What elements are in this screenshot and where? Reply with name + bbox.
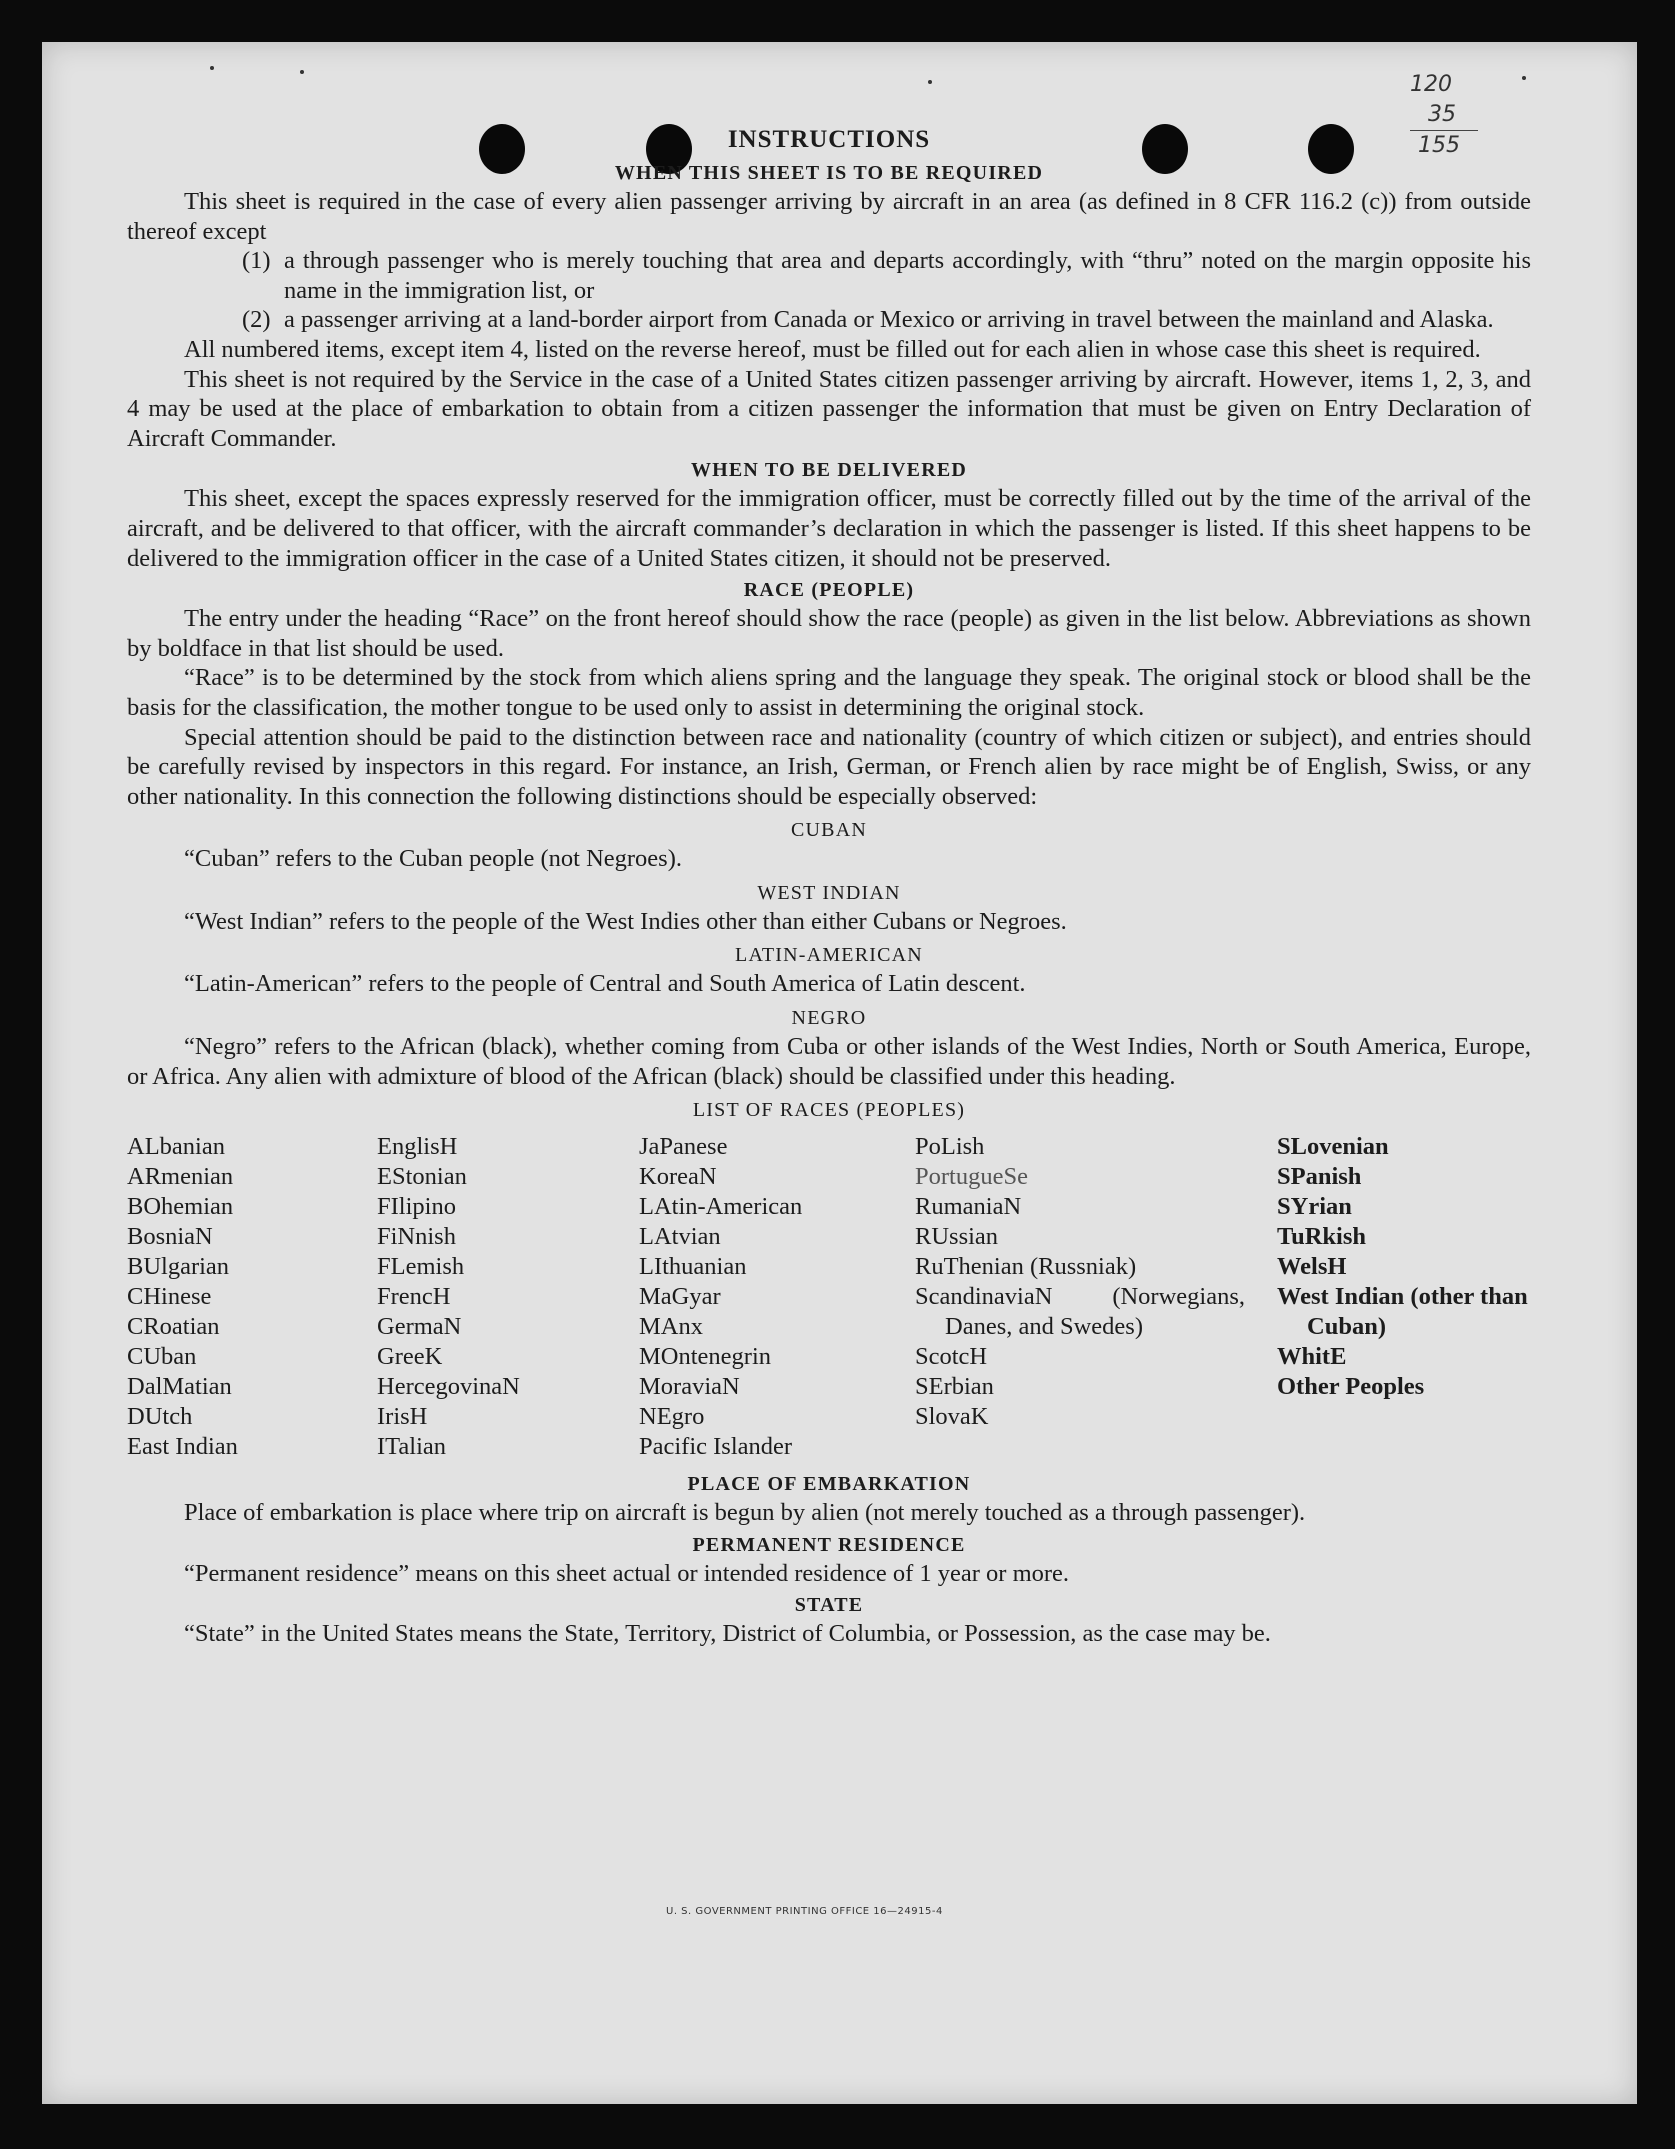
section-heading: RACE (PEOPLE) (743, 579, 915, 602)
race-name: EnglisH (377, 1133, 458, 1161)
item-number: (2) (242, 306, 271, 334)
race-name: TuRkish (1277, 1223, 1367, 1251)
subheading: CUBAN (790, 819, 867, 842)
section-heading: PERMANENT RESIDENCE (692, 1533, 966, 1556)
race-name: CHinese (127, 1283, 212, 1311)
race-name: WelsH (1277, 1253, 1347, 1281)
speck (1522, 76, 1526, 80)
race-column (915, 1132, 1277, 1462)
list-item (127, 246, 1531, 305)
race-name: BOhemian (127, 1193, 234, 1221)
race-name: CUban (127, 1343, 197, 1371)
race-name: FIlipino (377, 1193, 456, 1221)
race-name: RUssian (915, 1223, 999, 1251)
handwritten-number: 35 (1428, 102, 1456, 127)
subheading: LATIN-AMERICAN (735, 944, 923, 967)
race-name: ALbanian (127, 1133, 225, 1161)
paragraph: “Permanent residence” means on this sheet actual or intended residence of 1 year or more. (184, 1559, 1070, 1587)
race-name: DUtch (127, 1403, 193, 1431)
race-name: JaPanese (639, 1133, 728, 1161)
race-name: FLemish (377, 1253, 465, 1281)
paragraph: This sheet, except the spaces expressly reserved for the immigration officer, must be correctly filled out by the time of the arrival of the aircraft, and be delivered to that officer, with the aircraft commander’s declaration in which the passenger is listed. If this sheet happens to be delivered to the immigration officer in the case of a United States citizen, it should not be preserved. (127, 485, 1531, 572)
race-name: CRoatian (127, 1313, 220, 1341)
race-name: ARmenian (127, 1163, 234, 1191)
list-heading: LIST OF RACES (PEOPLES) (692, 1099, 966, 1122)
race-name: KoreaN (639, 1163, 717, 1191)
race-column (639, 1132, 915, 1462)
speck (928, 80, 932, 84)
race-name: SYrian (1277, 1193, 1352, 1221)
race-name: ScotcH (915, 1343, 988, 1371)
race-name: MOntenegrin (639, 1343, 771, 1371)
paragraph: This sheet is not required by the Service in the case of a United States citizen passenger arriving by aircraft. However, items 1, 2, 3, and 4 may be used at the place of embarkation to obtain from a citizen passenger the information that must be given on Entry Declaration of Aircraft Commander. (127, 365, 1531, 452)
race-name: FrencH (377, 1283, 451, 1311)
race-name: LAtvian (639, 1223, 721, 1251)
definition-text: “Latin-American” refers to the people of Central and South America of Latin descent. (184, 970, 1026, 998)
race-name: PoLish (915, 1133, 985, 1161)
race-name: BUlgarian (127, 1253, 230, 1281)
race-name: RuThenian (Russniak) (915, 1253, 1137, 1281)
race-name: MAnx (639, 1313, 703, 1341)
race-name: EStonian (377, 1163, 467, 1191)
paragraph: This sheet is required in the case of every alien passenger arriving by aircraft in an area (as defined in 8 CFR 116.2 (c)) from outside thereof except (127, 188, 1531, 245)
item-text: a through passenger who is merely touching that area and departs accordingly, with “thru” noted on the margin opposite his name in the immigration list, or (284, 247, 1531, 304)
instructions-content (127, 122, 1531, 1649)
race-name: LIthuanian (639, 1253, 747, 1281)
race-name: Other Peoples (1277, 1373, 1425, 1401)
section-heading: WHEN THIS SHEET IS TO BE REQUIRED (614, 162, 1044, 184)
race-name: HercegovinaN (377, 1373, 520, 1401)
item-text: a passenger arriving at a land-border airport from Canada or Mexico or arriving in travel between the mainland and Alaska. (284, 306, 1494, 334)
race-name: SPanish (1277, 1163, 1362, 1191)
race-name: DalMatian (127, 1373, 232, 1401)
race-column (127, 1132, 377, 1462)
speck (300, 70, 304, 74)
race-name: GreeK (377, 1343, 443, 1371)
section-heading: WHEN TO BE DELIVERED (690, 459, 968, 482)
section-heading: STATE (794, 1594, 864, 1617)
race-name: East Indian (127, 1433, 238, 1461)
race-name: IrisH (377, 1403, 428, 1431)
handwritten-number: 120 (1410, 72, 1452, 97)
printer-imprint: U. S. GOVERNMENT PRINTING OFFICE 16—24915-4 (666, 1906, 943, 1917)
paragraph: “State” in the United States means the State, Territory, District of Columbia, or Possession, as the case may be. (184, 1620, 1271, 1648)
definition-text: “Negro” refers to the African (black), whether coming from Cuba or other islands of the West Indies, North or South America, Europe, or Africa. Any alien with admixture of blood of the African (black) should be classified under this heading. (127, 1033, 1531, 1090)
subheading: NEGRO (791, 1007, 867, 1030)
item-number: (1) (242, 247, 271, 275)
race-column (1277, 1132, 1531, 1462)
paragraph: Place of embarkation is place where trip on aircraft is begun by alien (not merely touched as a through passenger). (184, 1499, 1306, 1527)
handwritten-number: 155 (1410, 130, 1478, 161)
race-name: FiNnish (377, 1223, 456, 1251)
race-name: Pacific Islander (639, 1433, 793, 1461)
race-name: GermaN (377, 1313, 462, 1341)
race-name: BosniaN (127, 1223, 213, 1251)
race-name: SLovenian (1277, 1133, 1389, 1161)
race-name: ScandinaviaN (Norwegians, Danes, and Swedes) (915, 1283, 1245, 1341)
race-name: NEgro (639, 1403, 705, 1431)
list-item (127, 305, 1531, 335)
race-name: PortugueSe (915, 1163, 1028, 1191)
paragraph: All numbered items, except item 4, listed on the reverse hereof, must be filled out for each alien in whose case this sheet is required. (184, 335, 1481, 363)
race-name: MoraviaN (639, 1373, 740, 1401)
race-name: LAtin-American (639, 1193, 803, 1221)
race-list (127, 1132, 1531, 1462)
subheading: WEST INDIAN (757, 881, 901, 904)
race-name: RumaniaN (915, 1193, 1022, 1221)
paragraph: Special attention should be paid to the distinction between race and nationality (country of which citizen or subject), and entries should be carefully revised by inspectors in this regard. For instance, an Irish, German, or French alien by race might be of English, Swiss, or any other nationality. In this connection the following distinctions should be especially observed: (127, 723, 1531, 810)
race-name: ITalian (377, 1433, 447, 1461)
definition-text: “Cuban” refers to the Cuban people (not Negroes). (184, 845, 682, 873)
paragraph: The entry under the heading “Race” on the front hereof should show the race (people) as given in the list below. Abbreviations as shown by boldface in that list should be used. (127, 605, 1531, 662)
page-title: INSTRUCTIONS (727, 126, 931, 153)
race-name: SlovaK (915, 1403, 989, 1431)
race-column (377, 1132, 639, 1462)
race-name: West Indian (other than Cuban) (1277, 1283, 1528, 1341)
definition-text: “West Indian” refers to the people of the West Indies other than either Cubans or Negroes. (184, 907, 1067, 935)
speck (210, 66, 214, 70)
race-name: MaGyar (639, 1283, 721, 1311)
section-heading: PLACE OF EMBARKATION (687, 1473, 971, 1496)
race-name: SErbian (915, 1373, 994, 1401)
paragraph: “Race” is to be determined by the stock from which aliens spring and the language they speak. The original stock or blood shall be the basis for the classification, the mother tongue to be used only to assist in determining the original stock. (127, 664, 1531, 721)
race-name: WhitE (1277, 1343, 1347, 1371)
